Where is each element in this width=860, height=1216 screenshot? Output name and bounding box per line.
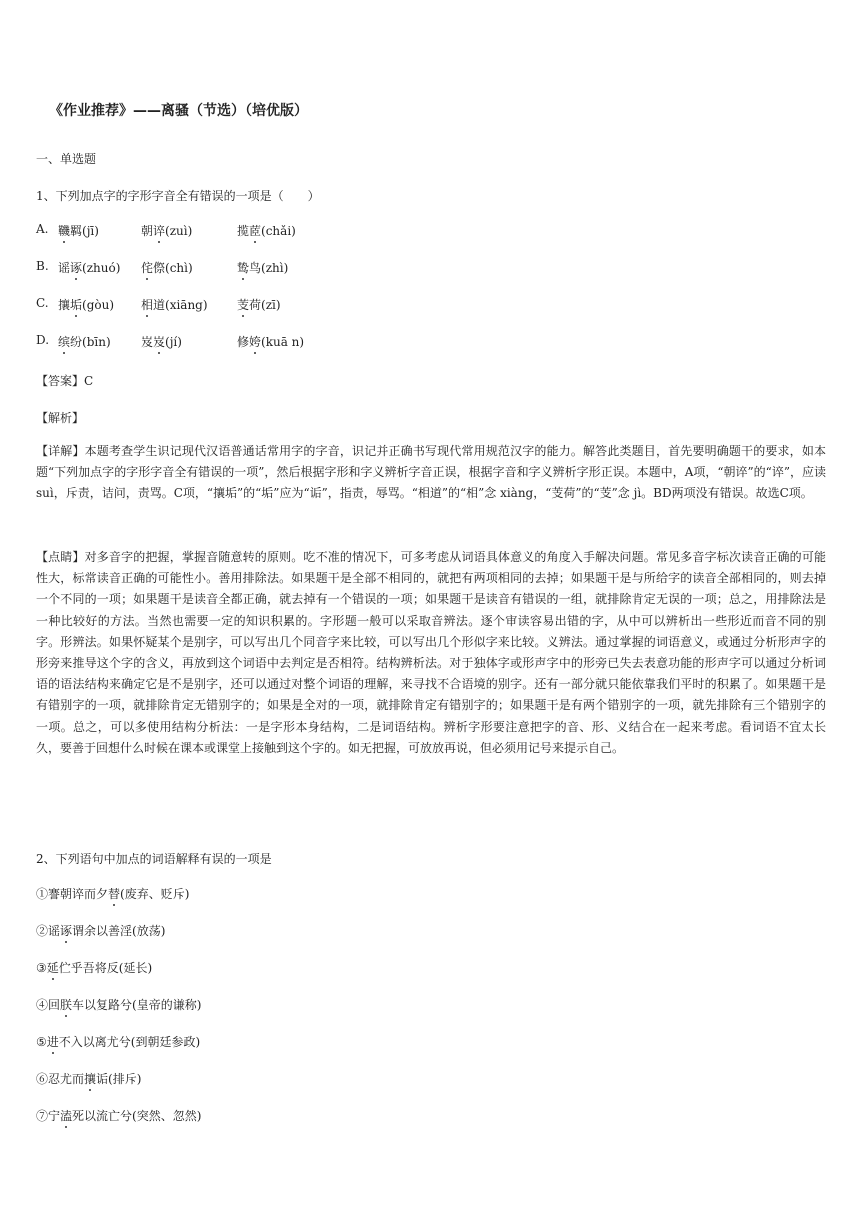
detail-paragraph (36, 441, 826, 505)
option-item: 攘垢(gòu) (58, 298, 115, 312)
answer-line (36, 372, 93, 389)
list-item: ④回朕车以复路兮(皇帝的谦称) (36, 998, 202, 1012)
option-letter: A. (36, 222, 49, 236)
option-item: 相道(xiāng) (141, 298, 208, 312)
list-item: ①謇朝谇而夕替(废弃、贬斥) (36, 887, 190, 901)
section-heading: 一、单选题 (36, 152, 97, 166)
option-item: 芰荷(zī) (237, 298, 281, 312)
list-item: ⑤进不入以离尤兮(到朝廷参政) (36, 1035, 201, 1049)
option-letter: C. (36, 296, 49, 310)
option-item: 谣诼(zhuó) (58, 261, 121, 275)
option-letter: D. (36, 333, 50, 347)
option-letter: B. (36, 259, 49, 273)
option-item: 缤纷(bīn) (58, 335, 111, 349)
option-item: 鞿羁(jī) (58, 224, 99, 238)
answer-value: C (84, 374, 94, 388)
list-item: ⑥忍尤而攘诟(排斥) (36, 1072, 142, 1086)
tip-text: 对多音字的把握，掌握音随意转的原则。吃不准的情况下，可多考虑从词语具体意义的角度入手解决问题。常见多音字标次读音正确的可能性大，标常读音正确的可能性小。善用排除法。如果题干是全部不相同的，就把有两项相同的去掉；如果题干是与所给字的读音全部相同的，则去掉一个不同的一项；如果题干是读音全都正确，就去掉有一个错误的一项；如果题干是读音有错误的一组，就排除肯定无误的一项；总之，用排除法是一种比较好的方法。当然也需要一定的知识积累的。字形题一般可以采取音辨法。逐个审读容易出错的字，从中可以辨析出一些形近而音不同的别字。形辨法。如果怀疑某个是别字，可以写出几个同音字来比较，可以写出几个形似字来比较。义辨法。通过掌握的词语意义，或通过分析形声字的形旁来推导这个字的含义，再放到这个词语中去判定是否相符。结构辨析法。对于独体字或形声字中的形旁已失去表意功能的形声字可以通过分析词语的语法结构来确定它是不是别字，还可以通过对整个词语的理解，来寻找不合语境的别字。还有一部分就只能依靠我们平时的积累了。如果题干是有错别字的一项，就排除肯定无错别字的；如果是全对的一项，就排除肯定有错别字的；如果题干是有两个错别字的一项，就先排除有三个错别字的一项。总之，可以多使用结构分析法：一是字形本身结构，二是词语结构。辨析字形要注意把字的音、形、义结合在一起来考虑。看词语不宜太长久，要善于回想什么时候在课本或课堂上接触到这个字的。如无把握，可放放再说，但必须用记号来提示自己。 (36, 550, 826, 755)
tip-label: 【点睛】 (36, 550, 85, 564)
document-title: 《作业推荐》——离骚（节选）（培优版） (49, 103, 308, 119)
option-item: 侘傺(chì) (141, 261, 193, 275)
detail-label: 【详解】 (36, 444, 85, 458)
option-item: 岌岌(jí) (141, 335, 182, 349)
detail-text: 本题考查学生识记现代汉语普通话常用字的字音，识记并正确书写现代常用规范汉字的能力。解答此类题目，首先要明确题干的要求，如本题“下列加点字的字形字音全有错误的一项”，然后根据字形和字义辨析字音正误，根据字音和字义辨析字形正误。本题中，A项，“朝谇”的“谇”，应读 suì，斥责，诘问，责骂。C项，“攘垢”的“垢”应为“诟”，指责，辱骂。“相道”的“相”念 xiàng，“芰荷”的“芰”念 jì。BD两项没有错误。故选C项。 (36, 444, 826, 501)
question-1-stem: 1、下列加点字的字形字音全有错误的一项是（ ） (36, 189, 320, 203)
list-item: ③延伫乎吾将反(延长) (36, 961, 153, 975)
list-item: ②谣诼谓余以善淫(放荡) (36, 924, 166, 938)
option-item: 朝谇(zuì) (141, 224, 193, 238)
list-item: ⑦宁溘死以流亡兮(突然、忽然) (36, 1109, 202, 1123)
option-item: 揽茝(chǎi) (237, 224, 296, 238)
option-item: 鸷鸟(zhì) (237, 261, 289, 275)
analysis-label: 【解析】 (36, 411, 85, 425)
answer-label: 【答案】 (36, 374, 85, 388)
option-item: 修姱(kuā n) (237, 335, 305, 349)
tip-paragraph (36, 547, 826, 759)
question-2-stem: 2、下列语句中加点的词语解释有误的一项是 (36, 852, 272, 866)
